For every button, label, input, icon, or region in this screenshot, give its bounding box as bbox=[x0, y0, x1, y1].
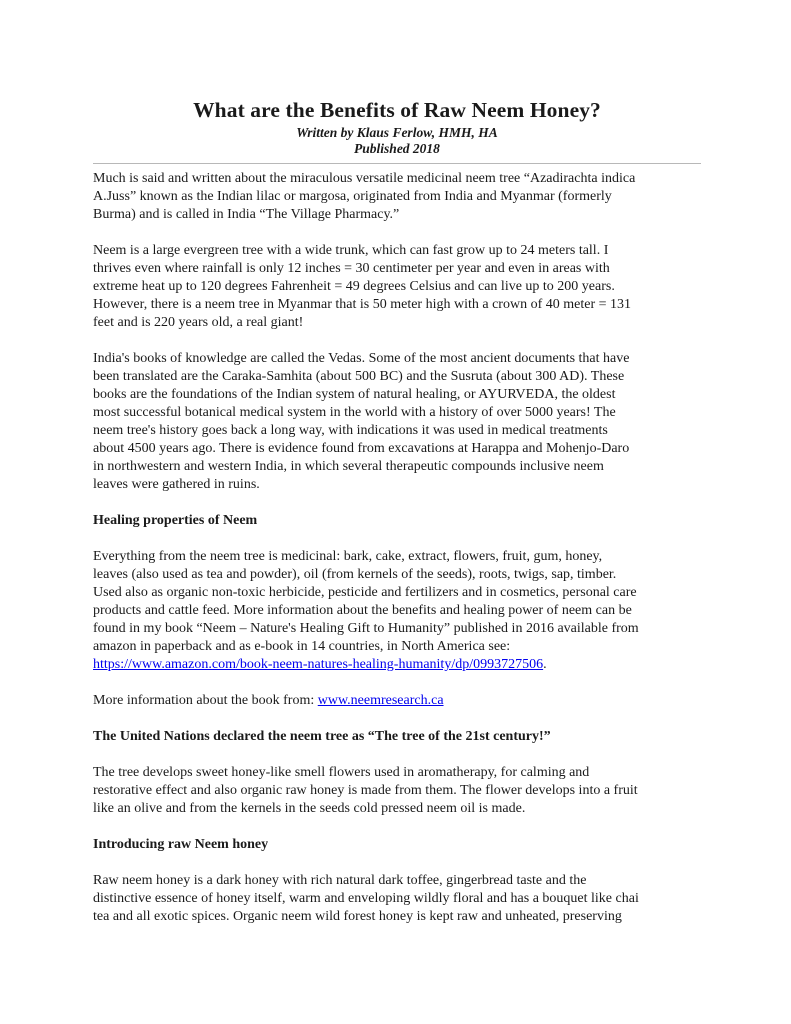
neem-tree-paragraph: Neem is a large evergreen tree with a wide trunk, which can fast grow up to 24 meters tall. I thrives even where rainfall is only 12 inches = 30 centimeter per year and even in areas with extreme heat up to 120 degrees Fahrenheit = 49 degrees Celsius and can live up to 200 years. However, there is a neem tree in Myanmar that is 50 meter high with a crown of 40 meter = 131 feet and is 220 years old, a real giant! bbox=[93, 243, 632, 330]
healing-paragraph bbox=[93, 548, 701, 674]
published-date: Published 2018 bbox=[354, 141, 440, 156]
neemresearch-link[interactable]: www.neemresearch.ca bbox=[317, 693, 444, 708]
amazon-link-suffix: . bbox=[543, 657, 547, 672]
heading-healing-properties: Healing properties of Neem bbox=[93, 513, 258, 528]
heading-raw-neem-honey: Introducing raw Neem honey bbox=[93, 837, 269, 852]
amazon-book-link[interactable]: https://www.amazon.com/book-neem-natures-healing-humanity/dp/0993727506 bbox=[93, 657, 544, 672]
more-info-paragraph bbox=[93, 692, 701, 710]
raw-honey-paragraph: Raw neem honey is a dark honey with rich natural dark toffee, gingerbread taste and the distinctive essence of honey itself, warm and enveloping wildly floral and has a bouquet like chai tea and all exotic spices. Organic neem wild forest honey is kept raw and unheated, preserving bbox=[93, 873, 639, 924]
more-info-label: More information about the book from: bbox=[93, 693, 318, 708]
vedas-paragraph: India's books of knowledge are called the Vedas. Some of the most ancient documents that have been translated are the Caraka-Samhita (about 500 BC) and the Susruta (about 300 AD). These books are the foundations of the Indian system of natural healing, or AYURVEDA, the oldest most successful botanical medical system in the world with a history of over 5000 years! The neem tree's history goes back a long way, with indications it was used in medical treatments about 4500 years ago. There is evidence found from excavations at Harappa and Mohenjo-Daro in northwestern and western India, in which several therapeutic compounds inclusive neem leaves were gathered in ruins. bbox=[93, 351, 630, 492]
healing-paragraph-text: Everything from the neem tree is medicinal: bark, cake, extract, flowers, fruit, gum, honey, leaves (also used as tea and powder), oil (from kernels of the seeds), roots, twigs, sap, timber. Used also as organic non-toxic herbicide, pesticide and fertilizers and in cosmetics, personal care products and cattle feed. More information about the benefits and healing power of neem can be found in my book “Neem – Nature's Healing Gift to Humanity” published in 2016 available from amazon in paperback and as e-book in 14 countries, in North America see: bbox=[93, 549, 639, 654]
document-page bbox=[93, 97, 701, 944]
title-divider bbox=[93, 163, 701, 164]
heading-united-nations: The United Nations declared the neem tree as “The tree of the 21st century!” bbox=[93, 729, 551, 744]
flowers-paragraph: The tree develops sweet honey-like smell flowers used in aromatherapy, for calming and restorative effect and also organic raw honey is made from them. The flower develops into a fruit like an olive and from the kernels in the seeds cold pressed neem oil is made. bbox=[93, 765, 638, 816]
intro-paragraph: Much is said and written about the miraculous versatile medicinal neem tree “Azadirachta indica A.Juss” known as the Indian lilac or margosa, originated from India and Myanmar (formerly Burma) and is called in India “The Village Pharmacy.” bbox=[93, 171, 636, 222]
author-byline: Written by Klaus Ferlow, HMH, HA bbox=[296, 125, 498, 140]
article-title: What are the Benefits of Raw Neem Honey? bbox=[193, 98, 601, 122]
